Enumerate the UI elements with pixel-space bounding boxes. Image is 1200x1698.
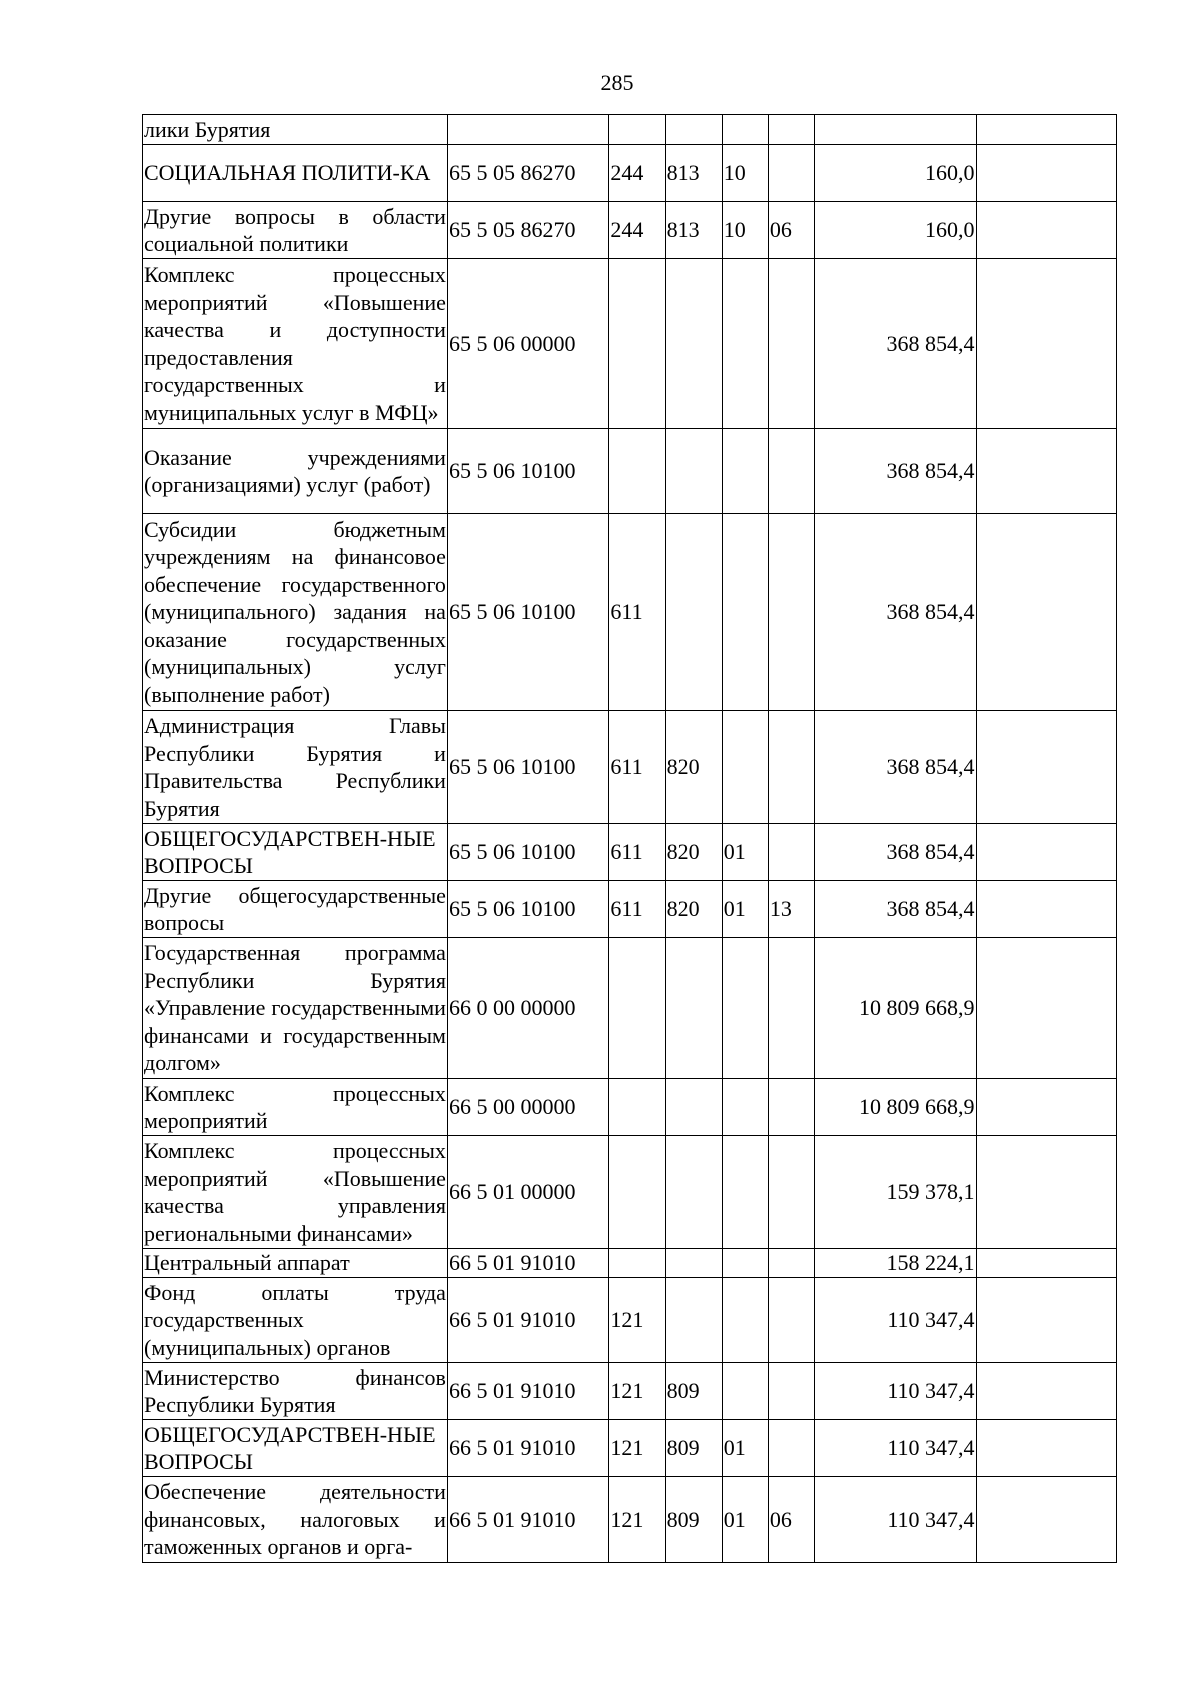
target-code-cell: 66 5 01 91010 <box>447 1420 608 1477</box>
ministry-code-cell: 820 <box>665 824 722 881</box>
amount-cell: 368 854,4 <box>815 881 976 938</box>
target-code-cell: 65 5 05 86270 <box>447 202 608 259</box>
extra-cell <box>976 514 1116 711</box>
amount-cell: 160,0 <box>815 145 976 202</box>
row-name-cell: лики Бурятия <box>143 115 448 145</box>
amount-cell: 110 347,4 <box>815 1363 976 1420</box>
row-name-cell: Комплекс процессных мероприятий «Повышение качества управления региональными финансами» <box>143 1136 448 1249</box>
amount-cell: 368 854,4 <box>815 429 976 514</box>
ministry-code-cell: 820 <box>665 711 722 824</box>
amount-cell: 368 854,4 <box>815 514 976 711</box>
subsection-cell <box>768 145 814 202</box>
subsection-cell: 06 <box>768 202 814 259</box>
section-cell <box>722 514 768 711</box>
extra-cell <box>976 711 1116 824</box>
amount-cell: 10 809 668,9 <box>815 1079 976 1136</box>
row-name-cell: СОЦИАЛЬНАЯ ПОЛИТИ-КА <box>143 145 448 202</box>
expense-type-cell <box>609 429 665 514</box>
section-cell: 01 <box>722 824 768 881</box>
expense-type-cell: 244 <box>609 202 665 259</box>
expense-type-cell <box>609 1249 665 1278</box>
expense-type-cell <box>609 259 665 429</box>
row-name-cell: Другие вопросы в области социальной политики <box>143 202 448 259</box>
table-row <box>143 824 1117 881</box>
table-row <box>143 429 1117 514</box>
section-cell <box>722 1363 768 1420</box>
extra-cell <box>976 1079 1116 1136</box>
subsection-cell <box>768 938 814 1079</box>
extra-cell <box>976 115 1116 145</box>
expense-type-cell: 121 <box>609 1477 665 1563</box>
expense-type-cell: 121 <box>609 1363 665 1420</box>
extra-cell <box>976 1278 1116 1363</box>
subsection-cell: 06 <box>768 1477 814 1563</box>
extra-cell <box>976 1363 1116 1420</box>
extra-cell <box>976 938 1116 1079</box>
subsection-cell <box>768 711 814 824</box>
subsection-cell <box>768 1420 814 1477</box>
section-cell <box>722 1079 768 1136</box>
row-name-cell: Комплекс процессных мероприятий «Повышение качества и доступности предоставления государственных и муниципальных услуг в МФЦ» <box>143 259 448 429</box>
subsection-cell <box>768 1136 814 1249</box>
expense-type-cell <box>609 938 665 1079</box>
ministry-code-cell <box>665 1136 722 1249</box>
table-row <box>143 881 1117 938</box>
table-row <box>143 1249 1117 1278</box>
section-cell <box>722 115 768 145</box>
target-code-cell: 66 5 00 00000 <box>447 1079 608 1136</box>
amount-cell: 110 347,4 <box>815 1278 976 1363</box>
target-code-cell: 65 5 05 86270 <box>447 145 608 202</box>
table-row <box>143 1136 1117 1249</box>
section-cell <box>722 938 768 1079</box>
amount-cell: 110 347,4 <box>815 1477 976 1563</box>
ministry-code-cell <box>665 1249 722 1278</box>
page-number: 285 <box>600 70 634 95</box>
expense-type-cell: 611 <box>609 711 665 824</box>
subsection-cell <box>768 514 814 711</box>
row-name-cell: Другие общегосударственные вопросы <box>143 881 448 938</box>
expense-type-cell <box>609 1079 665 1136</box>
amount-cell: 110 347,4 <box>815 1420 976 1477</box>
target-code-cell: 65 5 06 10100 <box>447 514 608 711</box>
row-name-cell: Администрация Главы Республики Бурятия и Правительства Республики Бурятия <box>143 711 448 824</box>
amount-cell: 159 378,1 <box>815 1136 976 1249</box>
expense-type-cell: 611 <box>609 514 665 711</box>
ministry-code-cell: 809 <box>665 1477 722 1563</box>
section-cell <box>722 1136 768 1249</box>
subsection-cell <box>768 1249 814 1278</box>
amount-cell: 160,0 <box>815 202 976 259</box>
section-cell: 01 <box>722 1420 768 1477</box>
section-cell <box>722 711 768 824</box>
extra-cell <box>976 259 1116 429</box>
target-code-cell: 66 5 01 91010 <box>447 1363 608 1420</box>
ministry-code-cell: 813 <box>665 202 722 259</box>
amount-cell: 10 809 668,9 <box>815 938 976 1079</box>
target-code-cell: 65 5 06 10100 <box>447 824 608 881</box>
ministry-code-cell: 809 <box>665 1420 722 1477</box>
extra-cell <box>976 881 1116 938</box>
section-cell: 10 <box>722 145 768 202</box>
subsection-cell <box>768 259 814 429</box>
extra-cell <box>976 1136 1116 1249</box>
section-cell <box>722 429 768 514</box>
extra-cell <box>976 1420 1116 1477</box>
subsection-cell <box>768 429 814 514</box>
ministry-code-cell <box>665 1079 722 1136</box>
row-name-cell: ОБЩЕГОСУДАРСТВЕН-НЫЕ ВОПРОСЫ <box>143 824 448 881</box>
target-code-cell: 66 5 01 91010 <box>447 1477 608 1563</box>
extra-cell <box>976 202 1116 259</box>
section-cell <box>722 1249 768 1278</box>
ministry-code-cell <box>665 115 722 145</box>
expense-type-cell: 611 <box>609 824 665 881</box>
amount-cell: 158 224,1 <box>815 1249 976 1278</box>
amount-cell: 368 854,4 <box>815 711 976 824</box>
target-code-cell: 65 5 06 10100 <box>447 711 608 824</box>
extra-cell <box>976 1477 1116 1563</box>
amount-cell: 368 854,4 <box>815 259 976 429</box>
expense-type-cell: 121 <box>609 1278 665 1363</box>
ministry-code-cell <box>665 429 722 514</box>
subsection-cell <box>768 1363 814 1420</box>
amount-cell: 368 854,4 <box>815 824 976 881</box>
ministry-code-cell: 809 <box>665 1363 722 1420</box>
row-name-cell: Субсидии бюджетным учреждениям на финансовое обеспечение государственного (муниципального) задания на оказание государственных (муниципальных) услуг (выполнение работ) <box>143 514 448 711</box>
subsection-cell <box>768 1079 814 1136</box>
section-cell <box>722 1278 768 1363</box>
expense-type-cell: 244 <box>609 145 665 202</box>
table-row <box>143 202 1117 259</box>
ministry-code-cell <box>665 1278 722 1363</box>
ministry-code-cell: 820 <box>665 881 722 938</box>
subsection-cell <box>768 824 814 881</box>
expense-type-cell <box>609 115 665 145</box>
extra-cell <box>976 824 1116 881</box>
row-name-cell: Комплекс процессных мероприятий <box>143 1079 448 1136</box>
budget-table <box>142 114 1117 1563</box>
ministry-code-cell <box>665 938 722 1079</box>
table-row <box>143 1363 1117 1420</box>
section-cell: 10 <box>722 202 768 259</box>
section-cell: 01 <box>722 881 768 938</box>
row-name-cell: ОБЩЕГОСУДАРСТВЕН-НЫЕ ВОПРОСЫ <box>143 1420 448 1477</box>
row-name-cell: Государственная программа Республики Бурятия «Управление государственными финансами и государственным долгом» <box>143 938 448 1079</box>
extra-cell <box>976 1249 1116 1278</box>
section-cell: 01 <box>722 1477 768 1563</box>
table-row <box>143 711 1117 824</box>
ministry-code-cell <box>665 259 722 429</box>
subsection-cell: 13 <box>768 881 814 938</box>
subsection-cell <box>768 1278 814 1363</box>
subsection-cell <box>768 115 814 145</box>
extra-cell <box>976 145 1116 202</box>
table-row <box>143 514 1117 711</box>
ministry-code-cell: 813 <box>665 145 722 202</box>
amount-cell <box>815 115 976 145</box>
target-code-cell: 66 5 01 91010 <box>447 1278 608 1363</box>
target-code-cell <box>447 115 608 145</box>
target-code-cell: 66 0 00 00000 <box>447 938 608 1079</box>
expense-type-cell: 611 <box>609 881 665 938</box>
section-cell <box>722 259 768 429</box>
row-name-cell: Министерство финансов Республики Бурятия <box>143 1363 448 1420</box>
table-row <box>143 1420 1117 1477</box>
target-code-cell: 65 5 06 00000 <box>447 259 608 429</box>
ministry-code-cell <box>665 514 722 711</box>
target-code-cell: 66 5 01 91010 <box>447 1249 608 1278</box>
table-row <box>143 115 1117 145</box>
table-row <box>143 1278 1117 1363</box>
extra-cell <box>976 429 1116 514</box>
table-row <box>143 938 1117 1079</box>
expense-type-cell: 121 <box>609 1420 665 1477</box>
row-name-cell: Фонд оплаты труда государственных (муниципальных) органов <box>143 1278 448 1363</box>
table-row <box>143 1477 1117 1563</box>
table-row <box>143 1079 1117 1136</box>
target-code-cell: 65 5 06 10100 <box>447 429 608 514</box>
budget-table-body <box>143 115 1117 1563</box>
row-name-cell: Обеспечение деятельности финансовых, налоговых и таможенных органов и орга- <box>143 1477 448 1563</box>
target-code-cell: 66 5 01 00000 <box>447 1136 608 1249</box>
table-row <box>143 145 1117 202</box>
table-row <box>143 259 1117 429</box>
expense-type-cell <box>609 1136 665 1249</box>
row-name-cell: Центральный аппарат <box>143 1249 448 1278</box>
row-name-cell: Оказание учреждениями (организациями) услуг (работ) <box>143 429 448 514</box>
target-code-cell: 65 5 06 10100 <box>447 881 608 938</box>
